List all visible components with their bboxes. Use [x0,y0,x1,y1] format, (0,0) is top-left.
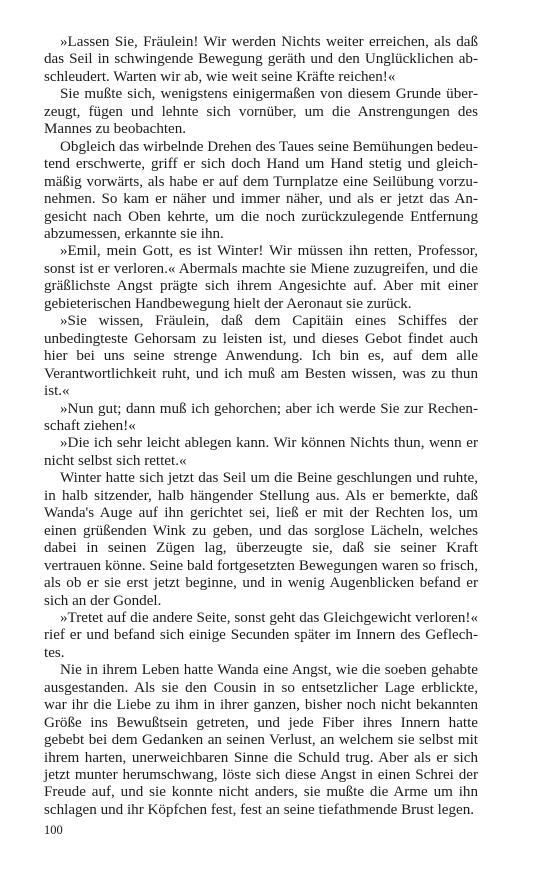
paragraph-10: Nie in ihrem Leben hatte Wanda eine Angst, wie die soeben gehabte ausgestanden. Als sie den Cousin in so entsetzlicher Lage erblickte, war ihr die Liebe zu ihm in ihrer ganzen, bisher noch nicht bekannten Größe ins Bewußtsein getreten, und jede Fiber ihres Innern hatte gebebt bei dem Gedanken an seinen Verlust, an welchem sie selbst mit ihrem harten, unerweichbaren Sinne die Schuld trug. Aber als er sich jetzt munter herumschwang, löste sich diese Angst in einen Schrei der Freude auf, und sie konnte nicht anders, sie mußte die Arme um ihn schlagen und ihr Köpfchen fest, fest an seine tiefathmende Brust legen. [44,662,478,818]
paragraph-2: Sie mußte sich, wenigstens einigermaßen von diesem Grunde überzeugt, fügen und lehnte sich vornüber, um die Anstrengungen des Mannes zu beobachten. [44,86,478,138]
paragraph-8: Winter hatte sich jetzt das Seil um die Beine geschlungen und ruhte, in halb sitzender, halb hängender Stellung aus. Als er bemerkte, daß Wanda's Auge auf ihn gerichtet sei, ließ er mit der Rechten los, um einen grüßenden Wink zu geben, und das sorglose Lächeln, welches dabei in seinen Zügen lag, überzeugte sie, daß sie seiner Kraft vertrauen könne. Seine bald fortgesetzten Bewegungen waren so frisch, als ob er sie erst jetzt beginne, und in wenig Augenblicken befand er sich an der Gondel. [44,470,478,609]
paragraph-7: »Die ich sehr leicht ablegen kann. Wir können Nichts thun, wenn er nicht selbst sich rettet.« [44,435,478,469]
paragraph-4: »Emil, mein Gott, es ist Winter! Wir müssen ihn retten, Professor, sonst ist er verloren.« Abermals machte sie Miene zuzugreifen, und die gräßlichste Angst prägte sich ihrem Angesichte auf. Aber mit einer gebieterischen Handbewegung hielt der Aeronaut sie zurück. [44,243,478,312]
paragraph-5: »Sie wissen, Fräulein, daß dem Capitäin eines Schiffes der unbedingteste Gehorsam zu leisten ist, und dieses Gebot findet auch hier bei uns seine strenge Anwendung. Ich bin es, auf dem alle Verantwortlichkeit ruht, und ich muß am Besten wissen, was zu thun ist.« [44,313,478,400]
paragraph-1: »Lassen Sie, Fräulein! Wir werden Nichts weiter erreichen, als daß das Seil in schwingende Bewegung geräth und den Unglücklichen abschleudert. Warten wir ab, wie weit seine Kräfte reichen!« [44,34,478,85]
paragraph-6: »Nun gut; dann muß ich gehorchen; aber ich werde Sie zur Rechenschaft ziehen!« [44,400,478,434]
paragraph-9: »Tretet auf die andere Seite, sonst geht das Gleichgewicht verloren!« rief er und befand sich einige Secunden später im Innern des Geflechtes. [44,609,478,661]
paragraph-3: Obgleich das wirbelnde Drehen des Taues seine Bemühungen bedeutend erschwerte, griff er sich doch Hand um Hand stetig und gleichmäßig vorwärts, als habe er auf dem Turnplatze eine Seilübung vorzunehmen. So kam er näher und immer näher, und als er jetzt das Angesicht nach Oben kehrte, um die noch zurückzulegende Entfernung abzumessen, erkannte sie ihn. [44,138,478,242]
page-text-block [44,34,478,819]
page-number: 100 [44,823,63,837]
